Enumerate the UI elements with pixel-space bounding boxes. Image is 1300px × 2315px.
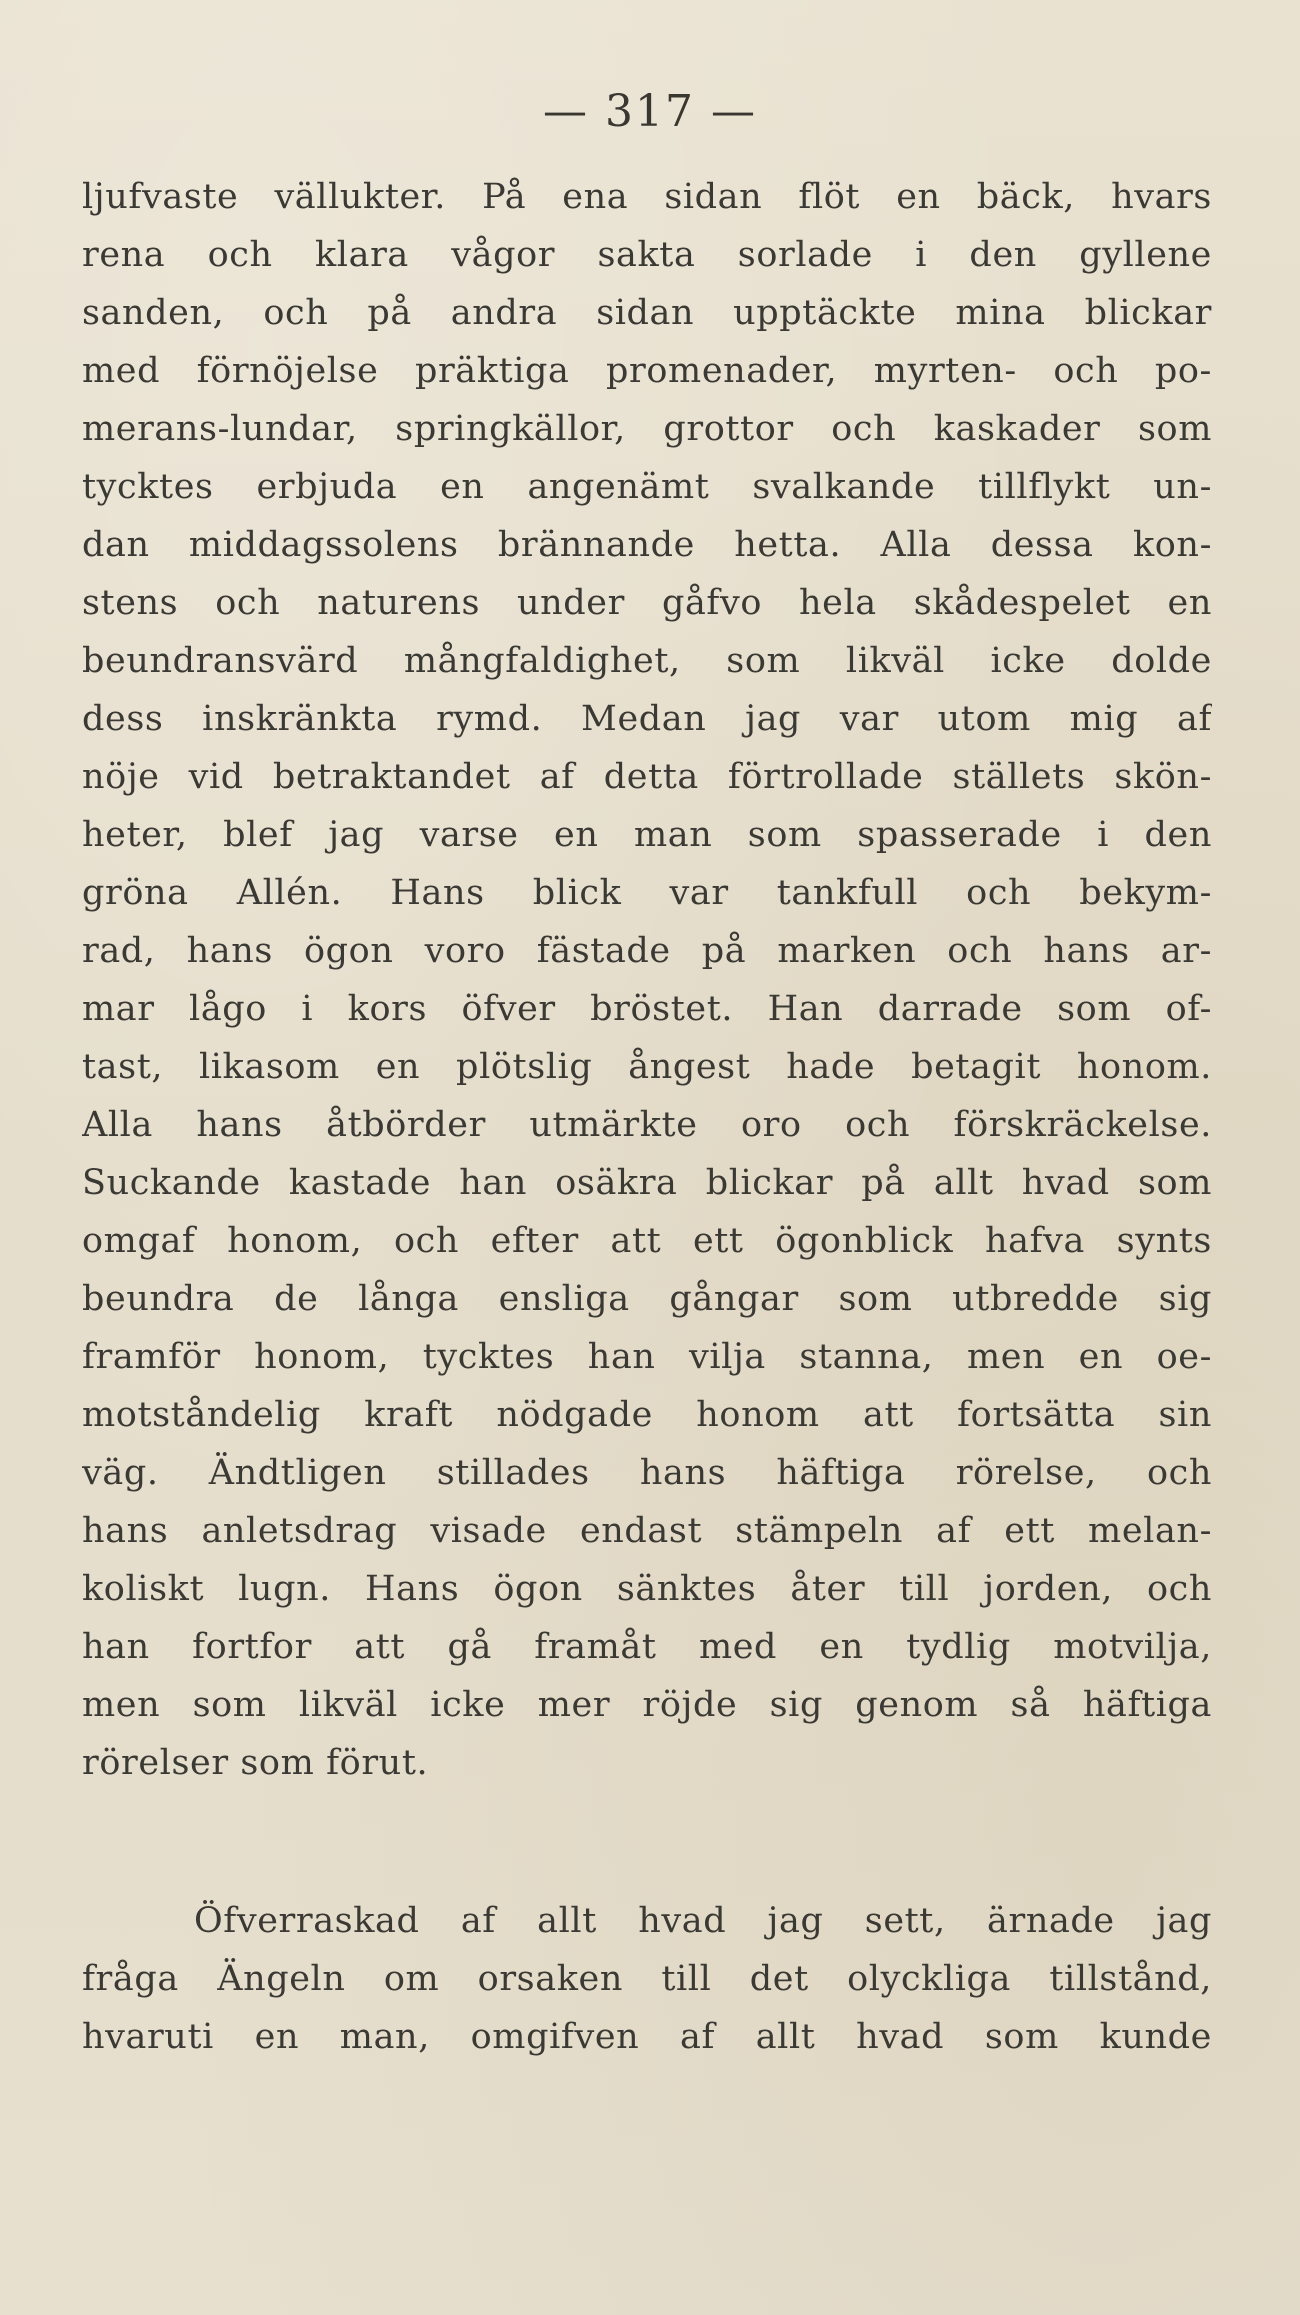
text-line: men som likväl icke mer röjde sig genom så häftiga	[82, 1685, 1212, 1725]
text-line: nöje vid betraktandet af detta förtrollade ställets skön-	[82, 757, 1212, 797]
text-line: mar lågo i kors öfver bröstet. Han darrade som of-	[82, 989, 1212, 1029]
text-line: motståndelig kraft nödgade honom att fortsätta sin	[82, 1395, 1212, 1435]
text-line: beundra de långa ensliga gångar som utbredde sig	[82, 1279, 1212, 1319]
text-line: med förnöjelse präktiga promenader, myrten- och po-	[82, 351, 1212, 391]
text-line: rad, hans ögon voro fästade på marken och hans ar-	[82, 931, 1212, 971]
text-line: omgaf honom, och efter att ett ögonblick hafva synts	[82, 1221, 1212, 1261]
text-line: merans-lundar, springkällor, grottor och kaskader som	[82, 409, 1212, 449]
text-line: rörelser som förut.	[82, 1743, 429, 1783]
paragraph	[82, 168, 1212, 1792]
text-line: ljufvaste vällukter. På ena sidan flöt en bäck, hvars	[82, 177, 1212, 217]
body-text	[82, 168, 1212, 2066]
text-line: Suckande kastade han osäkra blickar på allt hvad som	[82, 1163, 1212, 1203]
text-line: gröna Allén. Hans blick var tankfull och bekym-	[82, 873, 1212, 913]
text-line: framför honom, tycktes han vilja stanna, men en oe-	[82, 1337, 1212, 1377]
text-line: sanden, och på andra sidan upptäckte mina blickar	[82, 293, 1212, 333]
paragraph-gap	[82, 1792, 1212, 1892]
text-line: väg. Ändtligen stillades hans häftiga rörelse, och	[82, 1453, 1212, 1493]
text-line: beundransvärd mångfaldighet, som likväl icke dolde	[82, 641, 1212, 681]
text-line: fråga Ängeln om orsaken till det olyckliga tillstånd,	[82, 1959, 1212, 1999]
text-line: Alla hans åtbörder utmärkte oro och förskräckelse.	[82, 1105, 1212, 1145]
text-line: tycktes erbjuda en angenämt svalkande tillflykt un-	[82, 467, 1212, 507]
text-line: hvaruti en man, omgifven af allt hvad som kunde	[82, 2017, 1212, 2057]
text-line: tast, likasom en plötslig ångest hade betagit honom.	[82, 1047, 1212, 1087]
paragraph	[82, 1892, 1212, 2066]
text-line: Öfverraskad af allt hvad jag sett, ärnade jag	[194, 1901, 1212, 1941]
text-line: rena och klara vågor sakta sorlade i den gyllene	[82, 235, 1212, 275]
text-line: stens och naturens under gåfvo hela skådespelet en	[82, 583, 1212, 623]
text-line: koliskt lugn. Hans ögon sänktes åter till jorden, och	[82, 1569, 1212, 1609]
text-line: hans anletsdrag visade endast stämpeln af ett melan-	[82, 1511, 1212, 1551]
text-line: dess inskränkta rymd. Medan jag var utom mig af	[82, 699, 1212, 739]
text-line: han fortfor att gå framåt med en tydlig motvilja,	[82, 1627, 1212, 1667]
text-line: dan middagssolens brännande hetta. Alla dessa kon-	[82, 525, 1212, 565]
text-line: heter, blef jag varse en man som spasserade i den	[82, 815, 1212, 855]
page-number: — 317 —	[543, 86, 757, 137]
